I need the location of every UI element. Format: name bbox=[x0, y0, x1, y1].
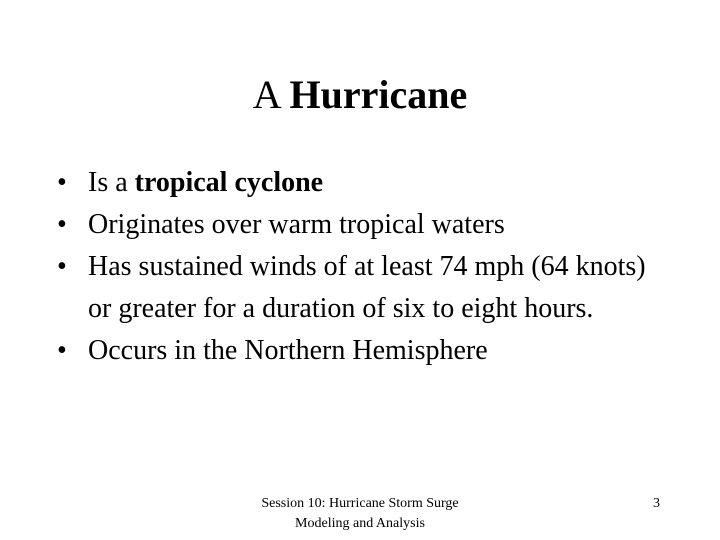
slide-title bbox=[0, 68, 720, 122]
footer-line-2: Modeling and Analysis bbox=[295, 516, 425, 531]
bullet-glyph: • bbox=[57, 209, 67, 240]
title-prefix: A bbox=[252, 72, 290, 117]
bullet-glyph: • bbox=[57, 251, 67, 282]
bullet-item-2 bbox=[57, 204, 677, 246]
bullet-list bbox=[57, 162, 677, 372]
footer-session-text bbox=[230, 494, 490, 534]
bullet-glyph: • bbox=[57, 167, 67, 198]
bullet-glyph: • bbox=[57, 335, 67, 366]
bullet-item-3 bbox=[57, 246, 677, 330]
footer-line-1: Session 10: Hurricane Storm Surge bbox=[261, 496, 459, 511]
title-bold: Hurricane bbox=[289, 72, 468, 117]
bullet-1-bold: tropical cyclone bbox=[134, 167, 324, 198]
bullet-item-4 bbox=[57, 330, 677, 372]
slide-number: 3 bbox=[653, 496, 660, 511]
bullet-2-text: Originates over warm tropical waters bbox=[88, 209, 505, 240]
bullet-4-text: Occurs in the Northern Hemisphere bbox=[88, 335, 488, 366]
bullet-item-1 bbox=[57, 162, 677, 204]
bullet-3-text: Has sustained winds of at least 74 mph (64 knots) or greater for a duration of six to eight hours. bbox=[88, 251, 646, 324]
bullet-1-prefix: Is a bbox=[88, 167, 135, 198]
